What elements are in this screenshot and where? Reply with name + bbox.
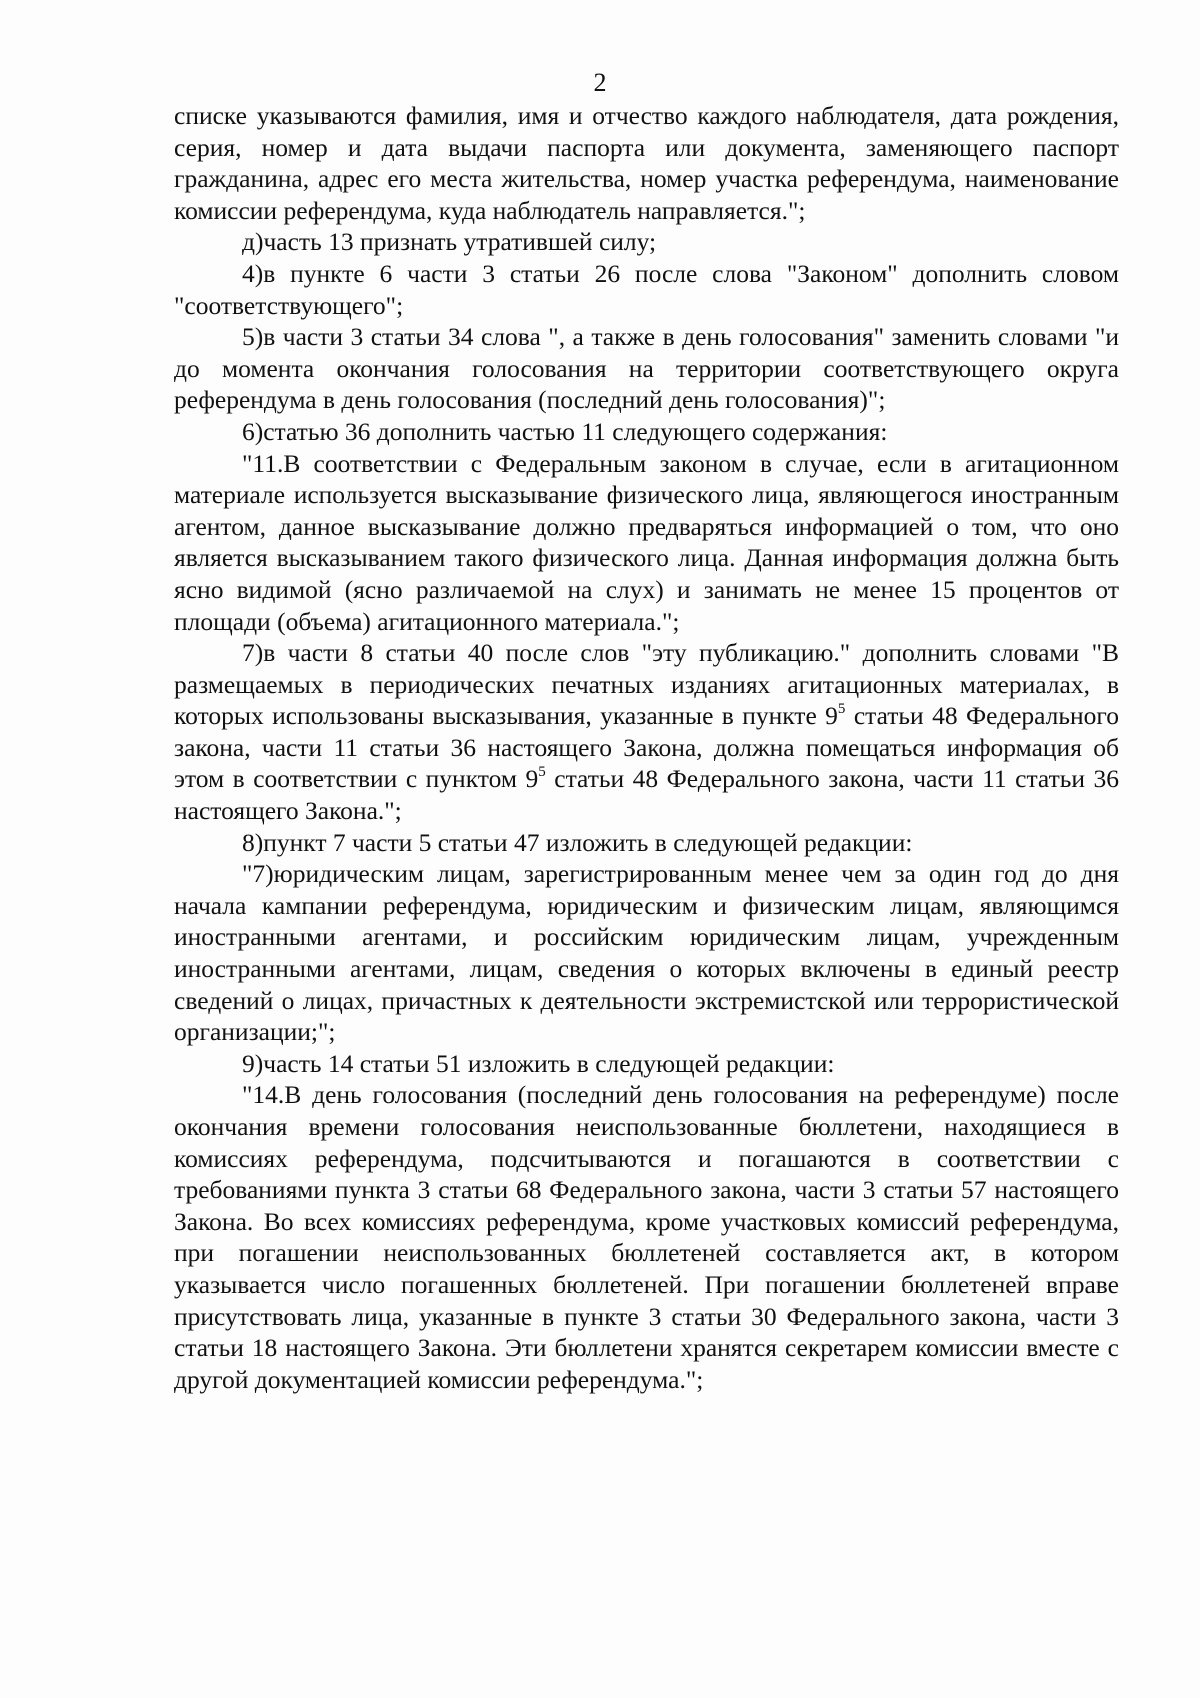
superscript-5: 5	[538, 764, 546, 781]
paragraph-part-13: д)часть 13 признать утратившей силу;	[242, 227, 657, 257]
page-number: 2	[593, 68, 607, 97]
paragraph-item-7-part-a: 7)в части 8 статьи 40 после слов "эту публикацию." дополнить словами "В размещаемых в периодических печатных изданиях агитационных материалах, в которых использованы высказывания, указанные в пункте 9	[174, 638, 1119, 731]
paragraph-item-7-part-c: статьи 48 Федерального закона, части 11 статьи 36 настоящего Закона.";	[174, 764, 1120, 826]
paragraph-item-9: 9)часть 14 статьи 51 изложить в следующей редакции:	[242, 1048, 835, 1078]
document-body	[174, 100, 1119, 1395]
paragraph-observer-list: списке указываются фамилия, имя и отчество каждого наблюдателя, дата рождения, серия, номер и дата выдачи паспорта или документа, заменяющего паспорт гражданина, адрес его места жительства, номер участка референдума, наименование комиссии референдума, куда наблюдатель направляется.";	[174, 101, 1119, 225]
paragraph-point-7-text: "7)юридическим лицам, зарегистрированным менее чем за один год до дня начала кампании референдума, юридическим и физическим лицам, являющимся иностранными агентами, и российским юридическим лицам, учрежденным иностранными агентами, лицам, сведения о которых включены в единый реестр сведений о лицах, причастных к деятельности экстремистской или террористической организации;";	[174, 859, 1119, 1047]
paragraph-item-8: 8)пункт 7 части 5 статьи 47 изложить в следующей редакции:	[242, 827, 913, 857]
paragraph-part-14-text: "14.В день голосования (последний день голосования на референдуме) после окончания времени голосования неиспользованные бюллетени, находящиеся в комиссиях референдума, подсчитываются и погашаются в соответствии с требованиями пункта 3 статьи 68 Федерального закона, части 3 статьи 57 настоящего Закона. Во всех комиссиях референдума, кроме участковых комиссий референдума, при погашении неиспользованных бюллетеней составляется акт, в котором указывается число погашенных бюллетеней. При погашении бюллетеней вправе присутствовать лица, указанные в пункте 3 статьи 30 Федерального закона, части 3 статьи 18 настоящего Закона. Эти бюллетени хранятся секретарем комиссии вместе с другой документацией комиссии референдума.";	[174, 1080, 1119, 1394]
paragraph-item-5: 5)в части 3 статьи 34 слова ", а также в день голосования" заменить словами "и до момента окончания голосования на территории соответствующего округа референдума в день голосования (последний день голосования)";	[174, 322, 1119, 415]
paragraph-item-7-part-b: статьи 48 Федерального закона, части 11 статьи 36 настоящего Закона, должна помещаться информация об этом в соответствии с пунктом 9	[174, 701, 1119, 794]
paragraph-part-11-text: "11.В соответствии с Федеральным законом в случае, если в агитационном материале используется высказывание физического лица, являющегося иностранным агентом, данное высказывание должно предваряться информацией о том, что оно является высказыванием такого физического лица. Данная информация должна быть ясно видимой (ясно различаемой на слух) и занимать не менее 15 процентов от площади (объема) агитационного материала.";	[174, 448, 1119, 636]
paragraph-item-6: 6)статью 36 дополнить частью 11 следующего содержания:	[242, 416, 888, 446]
superscript-5: 5	[837, 701, 846, 718]
paragraph-item-7	[174, 637, 1119, 827]
paragraph-item-4: 4)в пункте 6 части 3 статьи 26 после слова "Законом" дополнить словом "соответствующего";	[174, 258, 1119, 320]
